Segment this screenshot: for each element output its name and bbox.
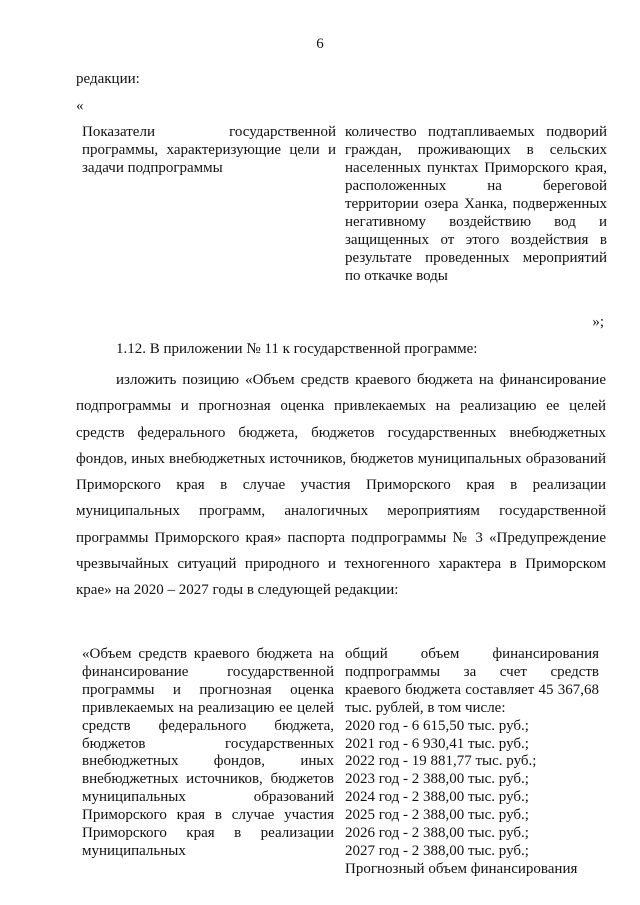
yearly-financing-list <box>345 718 599 861</box>
table1-right-cell: количество подтапливаемых подворий граждан, проживающих в сельских населенных пунктах Приморского края, расположенных на береговой территории озера Ханка, подверженных негативному воздействию вод и защищенных от этого воздействия в результате проведенных мероприятий по откачке воды <box>345 124 607 284</box>
forecast-line: Прогнозный объем финансирования <box>345 860 578 877</box>
table2-right-cell <box>345 646 599 879</box>
table1-left-cell: Показатели государственной программы, характеризующие цели и задачи подпрограммы <box>82 124 336 176</box>
year-item: 2027 год - 2 388,00 тыс. руб.; <box>345 842 529 859</box>
year-item: 2026 год - 2 388,00 тыс. руб.; <box>345 825 529 842</box>
item-heading: 1.12. В приложении № 11 к государственной программе: <box>116 341 478 357</box>
year-item: 2025 год - 2 388,00 тыс. руб.; <box>345 807 529 824</box>
year-item: 2020 год - 6 615,50 тыс. руб.; <box>345 717 529 734</box>
year-item: 2024 год - 2 388,00 тыс. руб.; <box>345 789 529 806</box>
opening-quote: « <box>76 98 84 114</box>
financing-intro: общий объем финансирования подпрограммы за счет средств краевого бюджета составляет 45 367,68 тыс. рублей, в том числе: <box>345 646 599 716</box>
main-paragraph: изложить позицию «Объем средств краевого бюджета на финансирование подпрограммы и прогнозная оценка привлекаемых на реализацию ее целей средств федерального бюджета, бюджетов государственных внебюджетных фондов, иных внебюджетных источников, бюджетов муниципальных образований Приморского края в случае участия Приморского края в реализации муниципальных программ, аналогичных мероприятиям государственной программы Приморского края» паспорта подпрограммы № 3 «Предупреждение чрезвычайных ситуаций природного и техногенного характера в Приморском крае» на 2020 – 2027 годы в следующей редакции: <box>76 372 606 599</box>
year-item: 2022 год - 19 881,77 тыс. руб.; <box>345 753 537 770</box>
table2-left-cell: «Объем средств краевого бюджета на финансирование государственной программы и прогнозная оценка привлекаемых на реализацию ее целей средств федерального бюджета, бюджетов государственных внебюджетных фондов, иных внебюджетных источников, бюджетов муниципальных образований Приморского края в случае участия Приморского края в реализации муниципальных <box>82 646 334 859</box>
page-number: 6 <box>316 36 324 52</box>
closing-quote: »; <box>592 314 604 330</box>
intro-line: редакции: <box>76 71 140 87</box>
year-item: 2023 год - 2 388,00 тыс. руб.; <box>345 771 529 788</box>
year-item: 2021 год - 6 930,41 тыс. руб.; <box>345 735 529 752</box>
